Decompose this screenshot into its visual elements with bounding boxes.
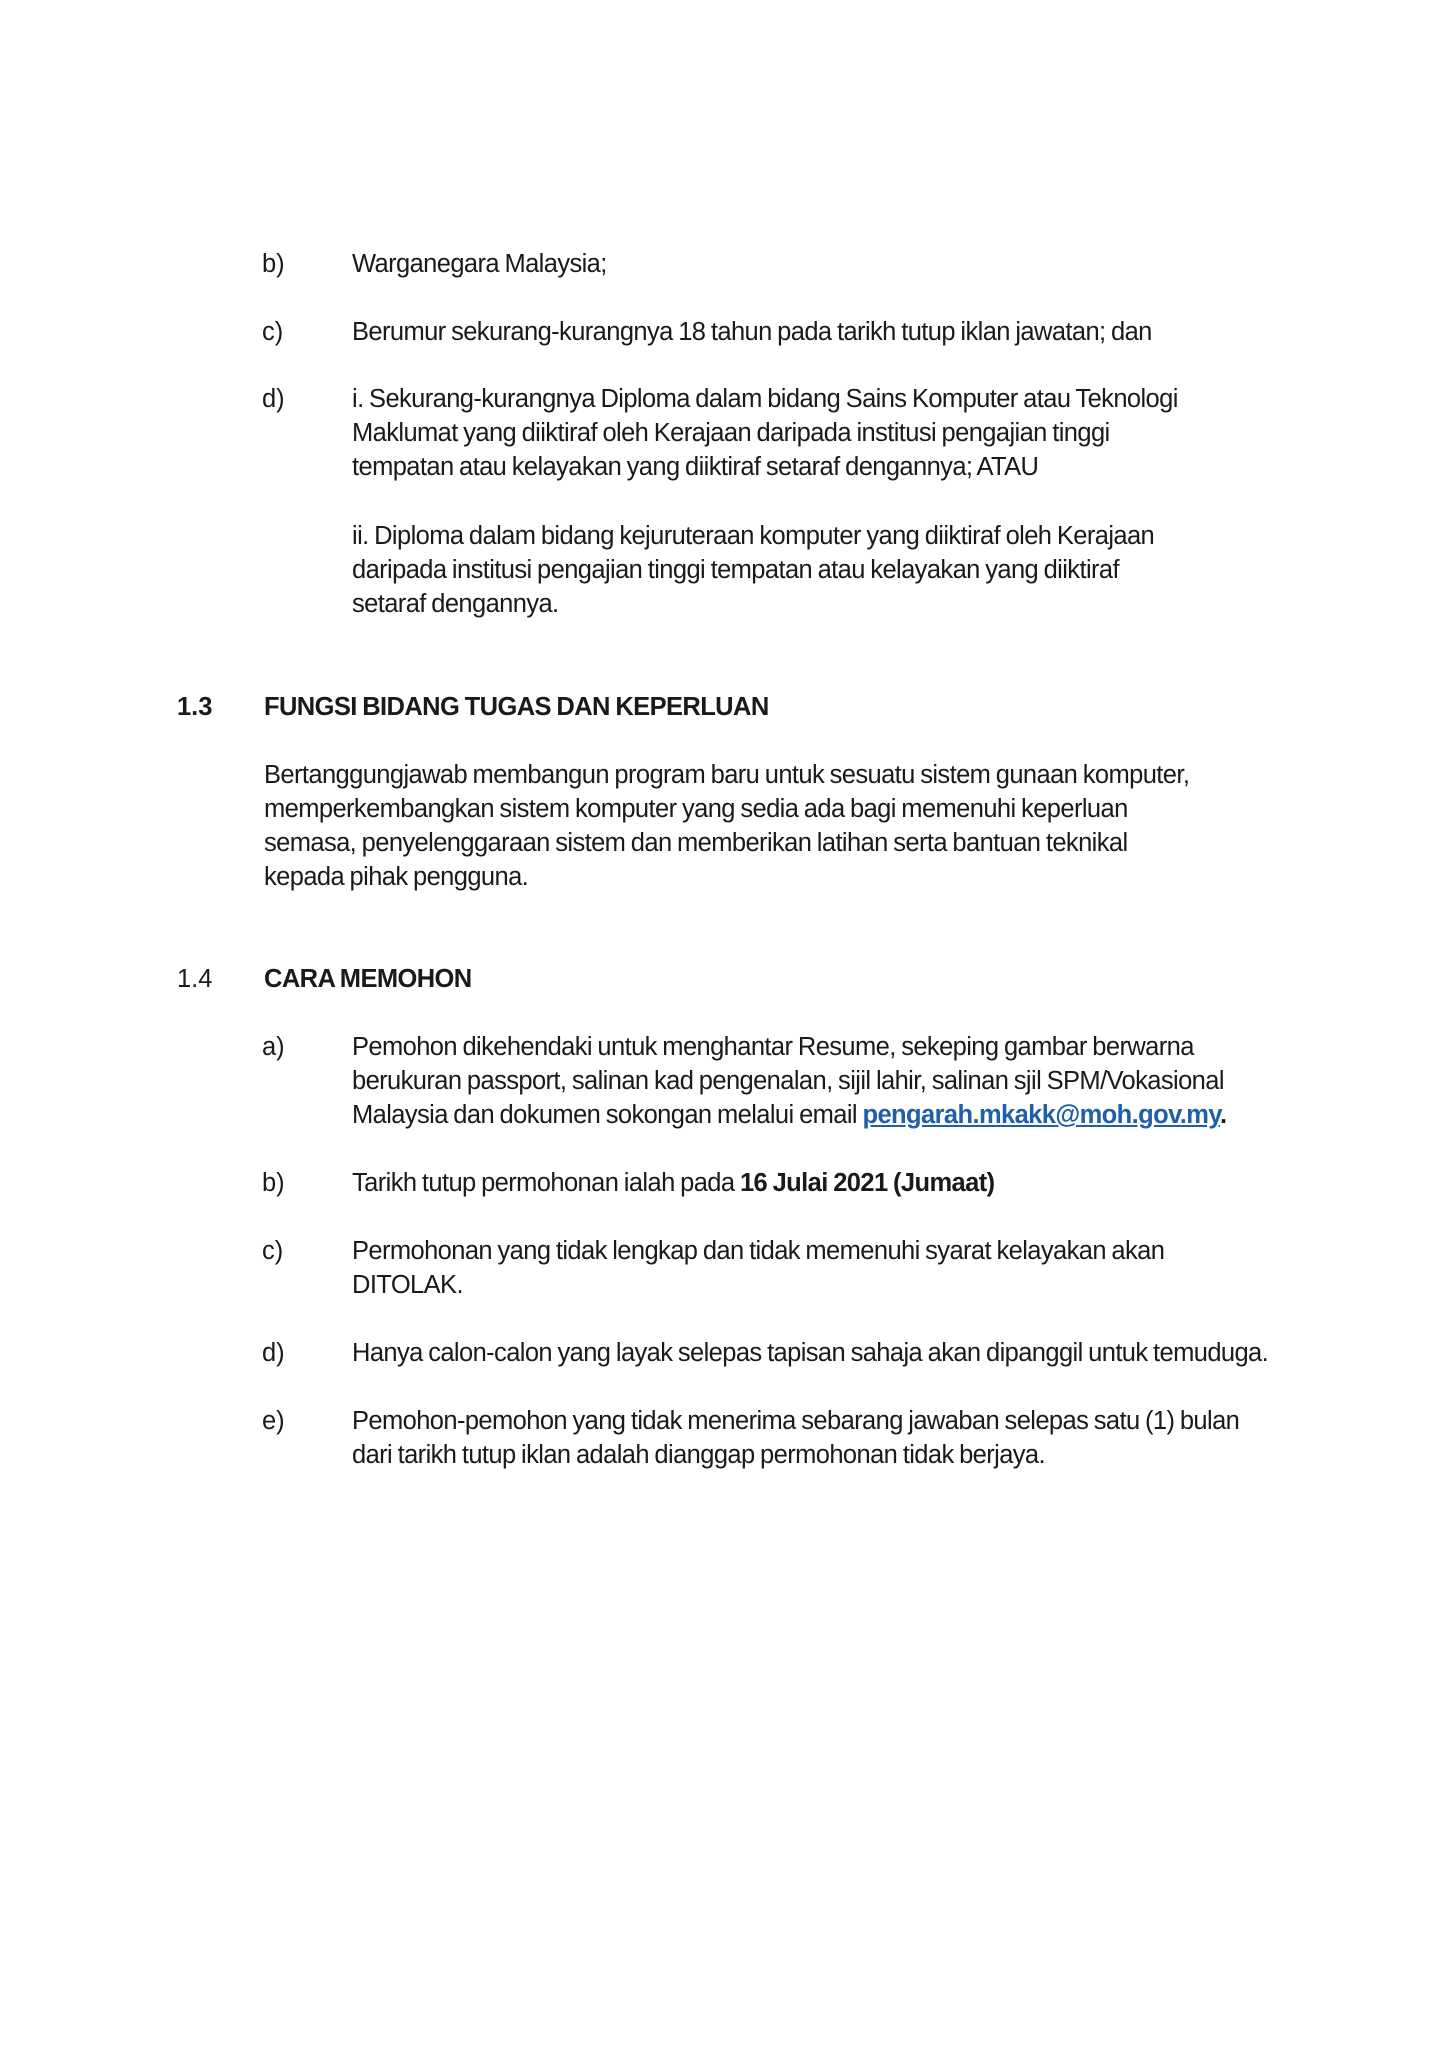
section-1-3-body <box>0 758 1448 894</box>
item-label: c) <box>262 318 284 346</box>
closing-date-prefix: Tarikh tutup permohonan ialah pada <box>352 1169 740 1197</box>
application-item-d <box>0 1336 1448 1370</box>
section-heading-1-4 <box>0 962 1448 996</box>
item-text <box>352 1030 1227 1132</box>
item-text: Hanya calon-calon yang layak selepas tapisan sahaja akan dipanggil untuk temuduga. <box>352 1339 1269 1367</box>
section-title: FUNGSI BIDANG TUGAS DAN KEPERLUAN <box>264 693 769 721</box>
section-number: 1.3 <box>177 693 213 721</box>
item-text: Berumur sekurang-kurangnya 18 tahun pada tarikh tutup iklan jawatan; dan <box>352 318 1152 346</box>
text-line: Maklumat yang diiktiraf oleh Kerajaan daripada institusi pengajian tinggi <box>352 419 1110 447</box>
text-line: ii. Diploma dalam bidang kejuruteraan komputer yang diiktiraf oleh Kerajaan <box>352 522 1155 550</box>
application-item-b <box>0 1166 1448 1200</box>
closing-date: 16 Julai 2021 (Jumaat) <box>739 1169 995 1197</box>
qualification-option-ii-row <box>0 519 1448 621</box>
text-line: Permohonan yang tidak lengkap dan tidak memenuhi syarat kelayakan akan <box>352 1237 1165 1265</box>
section-number: 1.4 <box>177 965 213 993</box>
qualification-option-ii <box>352 519 1154 621</box>
text-line: semasa, penyelenggaraan sistem dan memberikan latihan serta bantuan teknikal <box>264 829 1128 857</box>
text-line: i. Sekurang-kurangnya Diploma dalam bidang Sains Komputer atau Teknologi <box>352 385 1178 413</box>
item-label: d) <box>262 385 285 413</box>
item-label: a) <box>262 1033 285 1061</box>
item-label: d) <box>262 1339 285 1367</box>
text-line: tempatan atau kelayakan yang diiktiraf setaraf dengannya; ATAU <box>352 453 1039 481</box>
requirement-item-b <box>0 247 1448 281</box>
text-line: Bertanggungjawab membangun program baru untuk sesuatu sistem gunaan komputer, <box>264 761 1190 789</box>
email-prefix-text: Malaysia dan dokumen sokongan melalui email <box>352 1101 863 1129</box>
item-label: b) <box>262 1169 285 1197</box>
item-text <box>352 1234 1164 1302</box>
item-label: c) <box>262 1237 284 1265</box>
text-line: memperkembangkan sistem komputer yang sedia ada bagi memenuhi keperluan <box>264 795 1128 823</box>
application-item-a <box>0 1030 1448 1132</box>
text-line: setaraf dengannya. <box>352 590 559 618</box>
requirement-item-d <box>0 382 1448 484</box>
item-text <box>352 1404 1239 1472</box>
email-suffix-text: . <box>1220 1101 1227 1129</box>
text-line: Pemohon-pemohon yang tidak menerima sebarang jawaban selepas satu (1) bulan <box>352 1407 1240 1435</box>
qualification-option-i <box>352 382 1178 484</box>
application-item-e <box>0 1404 1448 1472</box>
text-line: dari tarikh tutup iklan adalah dianggap permohonan tidak berjaya. <box>352 1441 1045 1469</box>
job-function-paragraph <box>264 758 1189 894</box>
application-item-c <box>0 1234 1448 1302</box>
section-heading-1-3 <box>0 690 1448 724</box>
item-text <box>352 1166 994 1200</box>
text-line <box>352 1098 1227 1132</box>
text-line: berukuran passport, salinan kad pengenalan, sijil lahir, salinan sjil SPM/Vokasional <box>352 1067 1224 1095</box>
text-line: kepada pihak pengguna. <box>264 863 529 891</box>
text-line: Pemohon dikehendaki untuk menghantar Resume, sekeping gambar berwarna <box>352 1033 1194 1061</box>
text-line: daripada institusi pengajian tinggi tempatan atau kelayakan yang diiktiraf <box>352 556 1119 584</box>
item-label: e) <box>262 1407 285 1435</box>
email-link[interactable]: pengarah.mkakk@moh.gov.my <box>862 1101 1221 1129</box>
text-line: DITOLAK. <box>352 1271 463 1299</box>
requirement-item-c <box>0 315 1448 349</box>
item-label: b) <box>262 250 285 278</box>
item-text: Warganegara Malaysia; <box>352 250 607 278</box>
section-title: CARA MEMOHON <box>264 965 472 993</box>
